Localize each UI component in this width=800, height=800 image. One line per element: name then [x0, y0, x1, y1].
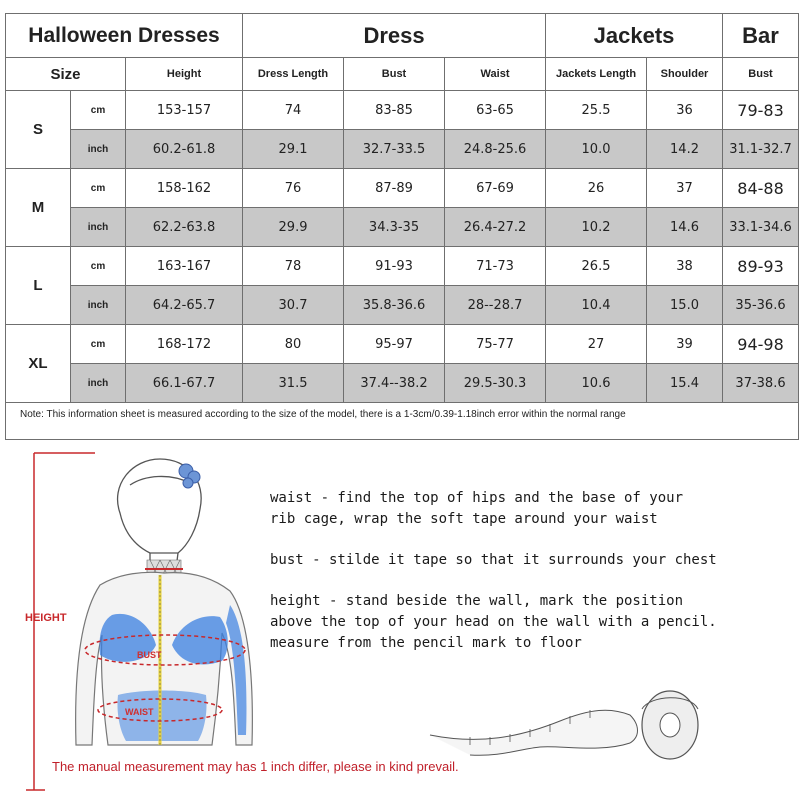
table-note: Note: This information sheet is measured according to the size of the model, there is a 1-3cm/0.39-1.18inch error within the normal range: [6, 403, 799, 440]
jackets-length-cell: 10.0: [546, 130, 647, 169]
height-cell: 163-167: [126, 247, 243, 286]
waist-cell: 75-77: [445, 325, 546, 364]
bust-cell: 87-89: [344, 169, 445, 208]
jackets-length-cell: 10.4: [546, 286, 647, 325]
height-label: HEIGHT: [25, 612, 67, 624]
size-label: L: [6, 247, 71, 325]
bar-bust-cell: 94-98: [723, 325, 799, 364]
height-cell: 60.2-61.8: [126, 130, 243, 169]
waist-cell: 26.4-27.2: [445, 208, 546, 247]
dress-length-cell: 80: [243, 325, 344, 364]
height-instruction: height - stand beside the wall, mark the position above the top of your head on the wall with a pencil. measure from the pencil mark to floor: [270, 593, 717, 651]
unit-label: cm: [71, 169, 126, 208]
dress-length-cell: 76: [243, 169, 344, 208]
bust-cell: 37.4--38.2: [344, 364, 445, 403]
jackets-length-cell: 26.5: [546, 247, 647, 286]
table-row: [6, 364, 799, 403]
shoulder-cell: 15.0: [647, 286, 723, 325]
table-row: [6, 286, 799, 325]
waist-cell: 28--28.7: [445, 286, 546, 325]
waist-cell: 24.8-25.6: [445, 130, 546, 169]
size-column-header: Size: [6, 58, 126, 91]
bar-bust-column-header: Bust: [723, 58, 799, 91]
unit-label: cm: [71, 91, 126, 130]
jackets-length-cell: 27: [546, 325, 647, 364]
size-label: XL: [6, 325, 71, 403]
bust-cell: 35.8-36.6: [344, 286, 445, 325]
table-row: [6, 208, 799, 247]
bust-column-header: Bust: [344, 58, 445, 91]
dress-length-cell: 29.9: [243, 208, 344, 247]
measurement-instructions: [270, 488, 770, 674]
bar-bust-cell: 89-93: [723, 247, 799, 286]
bust-cell: 34.3-35: [344, 208, 445, 247]
height-cell: 66.1-67.7: [126, 364, 243, 403]
shoulder-cell: 14.2: [647, 130, 723, 169]
bar-bust-cell: 35-36.6: [723, 286, 799, 325]
bar-bust-cell: 84-88: [723, 169, 799, 208]
bar-bust-cell: 79-83: [723, 91, 799, 130]
height-column-header: Height: [126, 58, 243, 91]
size-label: M: [6, 169, 71, 247]
unit-label: inch: [71, 286, 126, 325]
waist-cell: 67-69: [445, 169, 546, 208]
waist-cell: 63-65: [445, 91, 546, 130]
waist-cell: 29.5-30.3: [445, 364, 546, 403]
figure-torso: [76, 572, 253, 745]
bar-bust-cell: 33.1-34.6: [723, 208, 799, 247]
column-header-row: [6, 58, 799, 91]
shoulder-column-header: Shoulder: [647, 58, 723, 91]
unit-label: inch: [71, 208, 126, 247]
measuring-tape-icon: [430, 691, 698, 759]
dress-length-column-header: Dress Length: [243, 58, 344, 91]
size-label: S: [6, 91, 71, 169]
height-cell: 62.2-63.8: [126, 208, 243, 247]
hair-bun: [179, 464, 200, 488]
table-row: [6, 169, 799, 208]
waist-column-header: Waist: [445, 58, 546, 91]
shoulder-cell: 14.6: [647, 208, 723, 247]
jackets-length-cell: 25.5: [546, 91, 647, 130]
dress-length-cell: 31.5: [243, 364, 344, 403]
jackets-length-cell: 26: [546, 169, 647, 208]
bust-cell: 32.7-33.5: [344, 130, 445, 169]
unit-label: inch: [71, 130, 126, 169]
shoulder-cell: 15.4: [647, 364, 723, 403]
dress-length-cell: 30.7: [243, 286, 344, 325]
dress-length-cell: 29.1: [243, 130, 344, 169]
bust-cell: 95-97: [344, 325, 445, 364]
waist-cell: 71-73: [445, 247, 546, 286]
jackets-group-header: Jackets: [546, 14, 723, 58]
shoulder-cell: 38: [647, 247, 723, 286]
jackets-length-column-header: Jackets Length: [546, 58, 647, 91]
table-row: [6, 247, 799, 286]
table-row: [6, 325, 799, 364]
bar-bust-cell: 37-38.6: [723, 364, 799, 403]
group-header-row: [6, 14, 799, 58]
waist-label: WAIST: [125, 707, 154, 717]
height-cell: 168-172: [126, 325, 243, 364]
height-cell: 64.2-65.7: [126, 286, 243, 325]
unit-label: cm: [71, 247, 126, 286]
table-row: [6, 91, 799, 130]
bar-group-header: Bar: [723, 14, 799, 58]
height-cell: 153-157: [126, 91, 243, 130]
table-row: [6, 130, 799, 169]
jackets-length-cell: 10.6: [546, 364, 647, 403]
bust-cell: 83-85: [344, 91, 445, 130]
dress-group-header: Dress: [243, 14, 546, 58]
waist-instruction: waist - find the top of hips and the base of your rib cage, wrap the soft tape around your waist: [270, 490, 684, 527]
title-cell: Halloween Dresses: [6, 14, 243, 58]
size-chart-table: [5, 13, 799, 440]
unit-label: cm: [71, 325, 126, 364]
shoulder-cell: 37: [647, 169, 723, 208]
height-cell: 158-162: [126, 169, 243, 208]
shoulder-cell: 36: [647, 91, 723, 130]
bust-instruction: bust - stilde it tape so that it surrounds your chest: [270, 552, 717, 568]
shoulder-cell: 39: [647, 325, 723, 364]
dress-length-cell: 78: [243, 247, 344, 286]
bust-label: BUST: [137, 650, 162, 660]
unit-label: inch: [71, 364, 126, 403]
measurement-disclaimer: The manual measurement may has 1 inch differ, please in kind prevail.: [52, 759, 459, 774]
bust-cell: 91-93: [344, 247, 445, 286]
bar-bust-cell: 31.1-32.7: [723, 130, 799, 169]
jackets-length-cell: 10.2: [546, 208, 647, 247]
dress-length-cell: 74: [243, 91, 344, 130]
note-row: [6, 403, 799, 440]
